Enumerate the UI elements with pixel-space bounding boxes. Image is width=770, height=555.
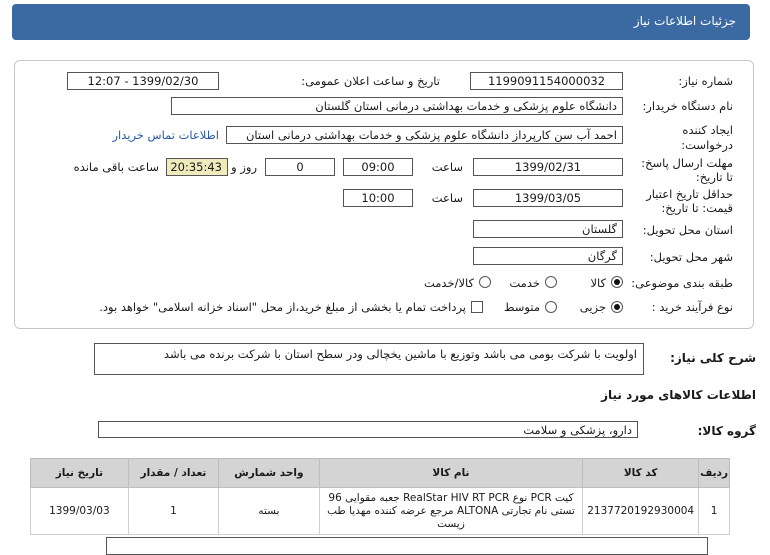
goods-info-title: اطلاعات کالاهای مورد نیاز bbox=[601, 388, 756, 402]
goods-group-field: دارو، پزشکی و سلامت bbox=[98, 421, 638, 438]
col-row-header: ردیف bbox=[699, 459, 730, 488]
purchase-medium-label: متوسط bbox=[503, 300, 540, 314]
col-name-header: نام کالا bbox=[319, 459, 583, 488]
city-field: گرگان bbox=[473, 247, 623, 265]
creator-field: احمد آب سن کارپرداز دانشگاه علوم پزشکی و خدمات بهداشتی درمانی استان bbox=[226, 126, 623, 144]
category-label: طبقه بندی موضوعی: bbox=[631, 276, 733, 290]
reply-date-field: 1399/02/31 bbox=[473, 158, 623, 176]
announce-label: تاریخ و ساعت اعلان عمومی: bbox=[301, 74, 440, 88]
days-label: روز و bbox=[231, 160, 257, 174]
table-header-row bbox=[31, 459, 730, 488]
page-header bbox=[12, 4, 750, 40]
cell-qty: 1 bbox=[128, 488, 218, 535]
buyer-org-label: نام دستگاه خریدار: bbox=[642, 99, 733, 113]
purchase-minor-radio[interactable] bbox=[611, 301, 623, 313]
purchase-minor-label: جزیی bbox=[579, 300, 606, 314]
remaining-time-field: 20:35:43 bbox=[166, 158, 228, 176]
bottom-field bbox=[106, 537, 708, 555]
goods-table bbox=[30, 458, 730, 535]
reply-time-field: 09:00 bbox=[343, 158, 413, 176]
days-field: 0 bbox=[265, 158, 335, 176]
validity-time-field: 10:00 bbox=[343, 189, 413, 207]
category-goods-radio[interactable] bbox=[611, 276, 623, 288]
table-row bbox=[31, 488, 730, 535]
cell-row: 1 bbox=[699, 488, 730, 535]
cell-name: کیت PCR نوع RealStar HIV RT PCR جعبه مقوایی 96 تستی نام تجارتی ALTONA مرجع عرضه کننده مهدیا طب زیست bbox=[319, 488, 583, 535]
col-unit-header: واحد شمارش bbox=[219, 459, 320, 488]
validity-label: حداقل تاریخ اعتبار قیمت: تا تاریخ: bbox=[646, 187, 733, 215]
col-date-header: تاریخ نیاز bbox=[31, 459, 129, 488]
buyer-org-field: دانشگاه علوم پزشکی و خدمات بهداشتی درمانی استان گلستان bbox=[171, 97, 623, 115]
cell-unit: بسته bbox=[219, 488, 320, 535]
category-both-label: کالا/خدمت bbox=[423, 276, 474, 290]
cell-date: 1399/03/03 bbox=[31, 488, 129, 535]
page-title: جزئیات اطلاعات نیاز bbox=[633, 14, 736, 28]
province-label: استان محل تحویل: bbox=[642, 223, 733, 237]
treasury-payment-checkbox[interactable] bbox=[471, 301, 483, 313]
category-service-label: خدمت bbox=[509, 276, 540, 290]
creator-label: ایجاد کننده درخواست: bbox=[681, 123, 733, 152]
reply-time-label: ساعت bbox=[431, 160, 463, 174]
category-goods-label: کالا bbox=[590, 276, 606, 290]
remaining-label: ساعت باقی مانده bbox=[73, 160, 159, 174]
description-field: اولویت با شرکت بومی می باشد وتوزیع با ماشین یخچالی ودر سطح استان با شرکت برنده می باشد bbox=[94, 343, 644, 375]
need-details-panel bbox=[14, 60, 754, 329]
description-label: شرح کلی نیاز: bbox=[670, 351, 756, 365]
validity-date-field: 1399/03/05 bbox=[473, 189, 623, 207]
category-service-radio[interactable] bbox=[545, 276, 557, 288]
purchase-medium-radio[interactable] bbox=[545, 301, 557, 313]
need-number-field: 1199091154000032 bbox=[470, 72, 623, 90]
need-number-label: شماره نیاز: bbox=[678, 74, 733, 88]
city-label: شهر محل تحویل: bbox=[649, 250, 733, 264]
col-code-header: کد کالا bbox=[583, 459, 699, 488]
announce-field: 1399/02/30 - 12:07 bbox=[67, 72, 219, 90]
cell-code: 2137720192930004 bbox=[583, 488, 699, 535]
province-field: گلستان bbox=[473, 220, 623, 238]
category-both-radio[interactable] bbox=[479, 276, 491, 288]
validity-time-label: ساعت bbox=[431, 191, 463, 205]
purchase-type-label: نوع فرآیند خرید : bbox=[651, 300, 733, 314]
col-qty-header: تعداد / مقدار bbox=[128, 459, 218, 488]
reply-deadline-label: مهلت ارسال پاسخ: تا تاریخ: bbox=[641, 156, 733, 184]
buyer-contact-link[interactable]: اطلاعات تماس خریدار bbox=[112, 128, 219, 142]
treasury-payment-note: پرداخت تمام یا بخشی از مبلغ خرید،از محل "اسناد خزانه اسلامی" خواهد بود. bbox=[99, 300, 466, 314]
goods-group-label: گروه کالا: bbox=[697, 424, 756, 438]
